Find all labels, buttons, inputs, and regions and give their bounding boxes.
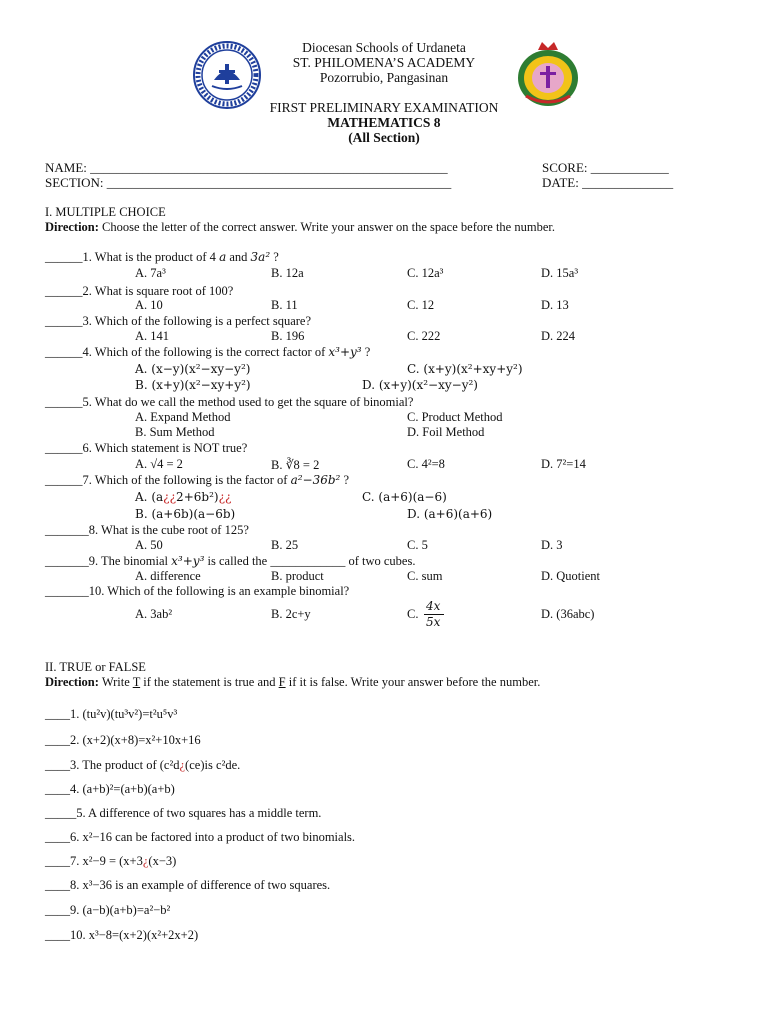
q10-fraction-denominator: 5x xyxy=(426,615,441,629)
exam-title: FIRST PRELIMINARY EXAMINATION xyxy=(269,100,499,115)
q10-option-c: C. xyxy=(407,607,419,621)
q8-option-a: A. 50 xyxy=(135,538,163,552)
q10-option-b: B. 2c+y xyxy=(271,607,311,621)
red-glyph: ¿ xyxy=(179,758,186,772)
q9-option-c: C. sum xyxy=(407,569,443,583)
direction-text: Write xyxy=(101,675,130,689)
question-4 xyxy=(45,345,370,360)
tf-item-2: ____2. (x+2)(x+8)=x²+10x+16 xyxy=(45,733,201,747)
q1-option-b: B. 12a xyxy=(271,266,304,280)
tf-item-5: _____5. A difference of two squares has a middle term. xyxy=(45,806,322,820)
red-glyph: ¿ xyxy=(218,490,226,504)
q8-option-b: B. 25 xyxy=(271,538,299,552)
question-6: ______6. Which statement is NOT true? xyxy=(45,441,248,455)
question-9 xyxy=(45,554,415,569)
q7-option-c: C. (a+6)(a−6) xyxy=(362,490,447,504)
q9-option-d: D. Quotient xyxy=(541,569,601,583)
math-expr: x³+y³ xyxy=(328,345,362,359)
section-field[interactable]: SECTION: _____________________________________________________ xyxy=(45,175,452,190)
subject-title: MATHEMATICS 8 xyxy=(327,115,441,130)
question-8: _______8. What is the cube root of 125? xyxy=(45,523,249,537)
math-expr: a²−36b² xyxy=(290,473,341,487)
question-text: ______4. Which of the following is the correct factor of xyxy=(45,345,326,359)
q6-option-a: A. √4 = 2 xyxy=(135,457,183,471)
tf-item-4: ____4. (a+b)²=(a+b)(a+b) xyxy=(45,782,175,796)
question-text: and xyxy=(229,250,248,264)
red-glyph: ¿ xyxy=(142,854,149,868)
q4-option-d: D. (x+y)(x²−xy−y²) xyxy=(362,378,478,392)
question-3: ______3. Which of the following is a perfect square? xyxy=(45,314,312,328)
question-text: ? xyxy=(343,473,350,487)
q7-option-d: D. (a+6)(a+6) xyxy=(407,507,493,521)
q7-option-a: A. (a¿¿2+6b²)¿¿ xyxy=(135,490,232,504)
question-5: ______5. What do we call the method used to get the square of binomial? xyxy=(45,395,414,409)
q5-option-a: A. Expand Method xyxy=(135,410,231,424)
q10-option-a: A. 3ab² xyxy=(135,607,173,621)
q1-option-c: C. 12a³ xyxy=(407,266,444,280)
question-text: is called the ____________ of two cubes. xyxy=(207,554,416,568)
part2-direction xyxy=(45,675,540,690)
q4-option-a: A. (x−y)(x²−xy−y²) xyxy=(135,362,251,376)
part2-title: II. TRUE or FALSE xyxy=(45,660,146,674)
school-location: Pozorrubio, Pangasinan xyxy=(319,70,449,85)
q3-option-d: D. 224 xyxy=(541,329,576,343)
q2-option-d: D. 13 xyxy=(541,298,569,312)
q6-option-c: C. 4²=8 xyxy=(407,457,445,471)
q2-option-c: C. 12 xyxy=(407,298,435,312)
q5-option-c: C. Product Method xyxy=(407,410,503,424)
math-expr: a xyxy=(219,250,227,264)
question-text: ? xyxy=(273,250,279,264)
q4-option-c: C. (x+y)(x²+xy+y²) xyxy=(407,362,523,376)
question-7 xyxy=(45,473,349,488)
true-letter: T xyxy=(132,675,141,689)
q2-option-b: B. 11 xyxy=(271,298,298,312)
direction-text: if the statement is true and xyxy=(143,675,276,689)
q9-option-b: B. product xyxy=(271,569,324,583)
academy-name: ST. PHILOMENA’S ACADEMY xyxy=(292,55,476,70)
q4-option-b: B. (x+y)(x²−xy+y²) xyxy=(135,378,251,392)
tf-item-1: ____1. (tu²v)(tu³v²)=t²u⁵v³ xyxy=(45,707,178,721)
red-glyph: ¿ xyxy=(169,490,177,504)
question-text: ______1. What is the product of 4 xyxy=(45,250,216,264)
direction-label: Direction: xyxy=(45,220,99,234)
tf-item-7: ____7. x²−9 = (x+3¿(x−3) xyxy=(45,854,177,868)
part1-title: I. MULTIPLE CHOICE xyxy=(45,205,166,219)
date-field[interactable]: DATE: ______________ xyxy=(542,175,674,190)
question-1 xyxy=(45,250,279,265)
tf-item-9: ____9. (a−b)(a+b)=a²−b² xyxy=(45,903,171,917)
q5-option-d: D. Foil Method xyxy=(407,425,485,439)
math-expr: x³+y³ xyxy=(171,554,205,568)
part1-direction xyxy=(45,220,555,235)
question-10: _______10. Which of the following is an example binomial? xyxy=(45,584,350,598)
q5-option-b: B. Sum Method xyxy=(135,425,215,439)
q8-option-c: C. 5 xyxy=(407,538,428,552)
q9-option-a: A. difference xyxy=(135,569,201,583)
q1-option-a: A. 7a³ xyxy=(135,266,166,280)
school-name: Diocesan Schools of Urdaneta xyxy=(302,40,466,55)
tf-item-8: ____8. x³−36 is an example of difference of two squares. xyxy=(45,878,331,892)
false-letter: F xyxy=(278,675,286,689)
question-text: _______9. The binomial xyxy=(45,554,169,568)
direction-label: Direction: xyxy=(45,675,99,689)
red-glyph: ¿ xyxy=(163,490,170,504)
name-field[interactable]: NAME: _______________________________________________________ xyxy=(45,160,448,175)
q1-option-d: D. 15a³ xyxy=(541,266,579,280)
tf-item-10: ____10. x³−8=(x+2)(x²+2x+2) xyxy=(45,928,199,942)
question-2: ______2. What is square root of 100? xyxy=(45,284,234,298)
q6-option-d: D. 7²=14 xyxy=(541,457,586,471)
red-glyph: ¿ xyxy=(225,490,232,504)
q7-option-b: B. (a+6b)(a−6b) xyxy=(135,507,236,521)
tf-item-3: ____3. The product of (c²d¿(ce)is c²de. xyxy=(45,758,241,772)
q2-option-a: A. 10 xyxy=(135,298,163,312)
q8-option-d: D. 3 xyxy=(541,538,563,552)
direction-text: if it is false. Write your answer before the number. xyxy=(288,675,541,689)
q3-option-c: C. 222 xyxy=(407,329,441,343)
direction-text: Choose the letter of the correct answer. Write your answer on the space before the number. xyxy=(102,220,555,234)
q6-option-b: B. ∛8 = 2 xyxy=(271,458,320,472)
question-text: ? xyxy=(364,345,371,359)
math-expr: 3a² xyxy=(250,250,271,264)
q3-option-b: B. 196 xyxy=(271,329,305,343)
score-field[interactable]: SCORE: ____________ xyxy=(542,160,669,175)
section-note: (All Section) xyxy=(348,130,420,145)
question-text: ______7. Which of the following is the factor of xyxy=(45,473,288,487)
tf-item-6: ____6. x²−16 can be factored into a product of two binomials. xyxy=(45,830,356,844)
q10-option-d: D. (36abc) xyxy=(541,607,595,621)
q10-fraction-numerator: 4x xyxy=(426,599,441,613)
q3-option-a: A. 141 xyxy=(135,329,170,343)
